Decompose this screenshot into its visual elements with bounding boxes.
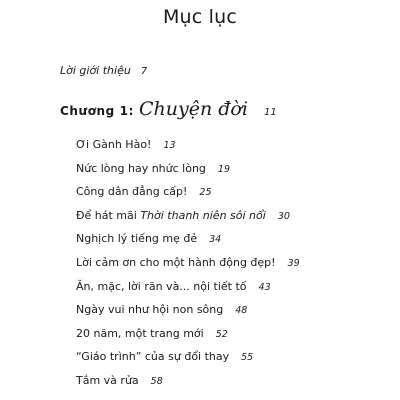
toc-entry[interactable]	[76, 298, 300, 322]
toc-page-number: 11	[263, 107, 277, 118]
toc-entry[interactable]	[76, 227, 300, 251]
toc-entry-label: Ơi Gành Hào!	[76, 138, 152, 151]
toc-page-number: 43	[258, 281, 271, 293]
toc-entry-label: Lời cảm ơn cho một hành động đẹp!	[76, 255, 276, 269]
toc-page-number: 7	[140, 66, 148, 77]
toc-entry[interactable]	[76, 275, 300, 299]
toc-entry-label: Để hát mãi	[76, 208, 141, 222]
toc-entry[interactable]	[76, 251, 300, 275]
toc-entry[interactable]	[76, 204, 300, 228]
toc-entry-list	[76, 133, 300, 393]
toc-page-number: 30	[277, 210, 290, 222]
toc-page-number: 34	[209, 234, 222, 246]
toc-entry[interactable]	[76, 133, 300, 157]
toc-entry-label: 20 năm, một trang mới	[76, 326, 204, 340]
page-title: Mục lục	[162, 6, 238, 28]
toc-entry[interactable]	[76, 180, 300, 204]
toc-page-number: 25	[199, 187, 212, 199]
toc-page-number: 48	[235, 305, 248, 317]
toc-page-number: 13	[163, 140, 176, 151]
toc-entry-label: Ngày vui như hội non sông	[76, 303, 224, 317]
toc-page-number: 52	[215, 328, 228, 340]
toc-entry-label: Nức lòng hay nhức lòng	[76, 161, 206, 175]
toc-entry-label-italic: Thời thanh niên sôi nổi	[140, 208, 266, 222]
toc-entry-intro[interactable]	[60, 64, 147, 77]
toc-chapter-heading[interactable]	[60, 98, 277, 120]
toc-entry-label: Ăn, mặc, lời răn và... nội tiết tố	[76, 279, 247, 293]
toc-page-number: 19	[217, 163, 230, 175]
toc-entry-label: Tắm và rửa	[76, 373, 139, 387]
toc-entry-label: Lời giới thiệu	[60, 64, 131, 77]
toc-page-number: 58	[150, 375, 163, 387]
toc-page-number: 39	[287, 257, 300, 269]
toc-entry[interactable]	[76, 157, 300, 181]
chapter-title: Chuyện đời	[139, 98, 248, 120]
toc-entry-label: “Giáo trình” của sự đổi thay	[76, 350, 230, 364]
chapter-prefix: Chương 1:	[60, 104, 134, 118]
toc-page-number: 55	[241, 352, 254, 364]
toc-entry[interactable]	[76, 322, 300, 346]
toc-entry-label: Công dân đẳng cấp!	[76, 185, 188, 199]
toc-entry[interactable]	[76, 345, 300, 369]
toc-entry[interactable]	[76, 369, 300, 393]
toc-entry-label: Nghịch lý tiếng mẹ đẻ	[76, 232, 198, 246]
